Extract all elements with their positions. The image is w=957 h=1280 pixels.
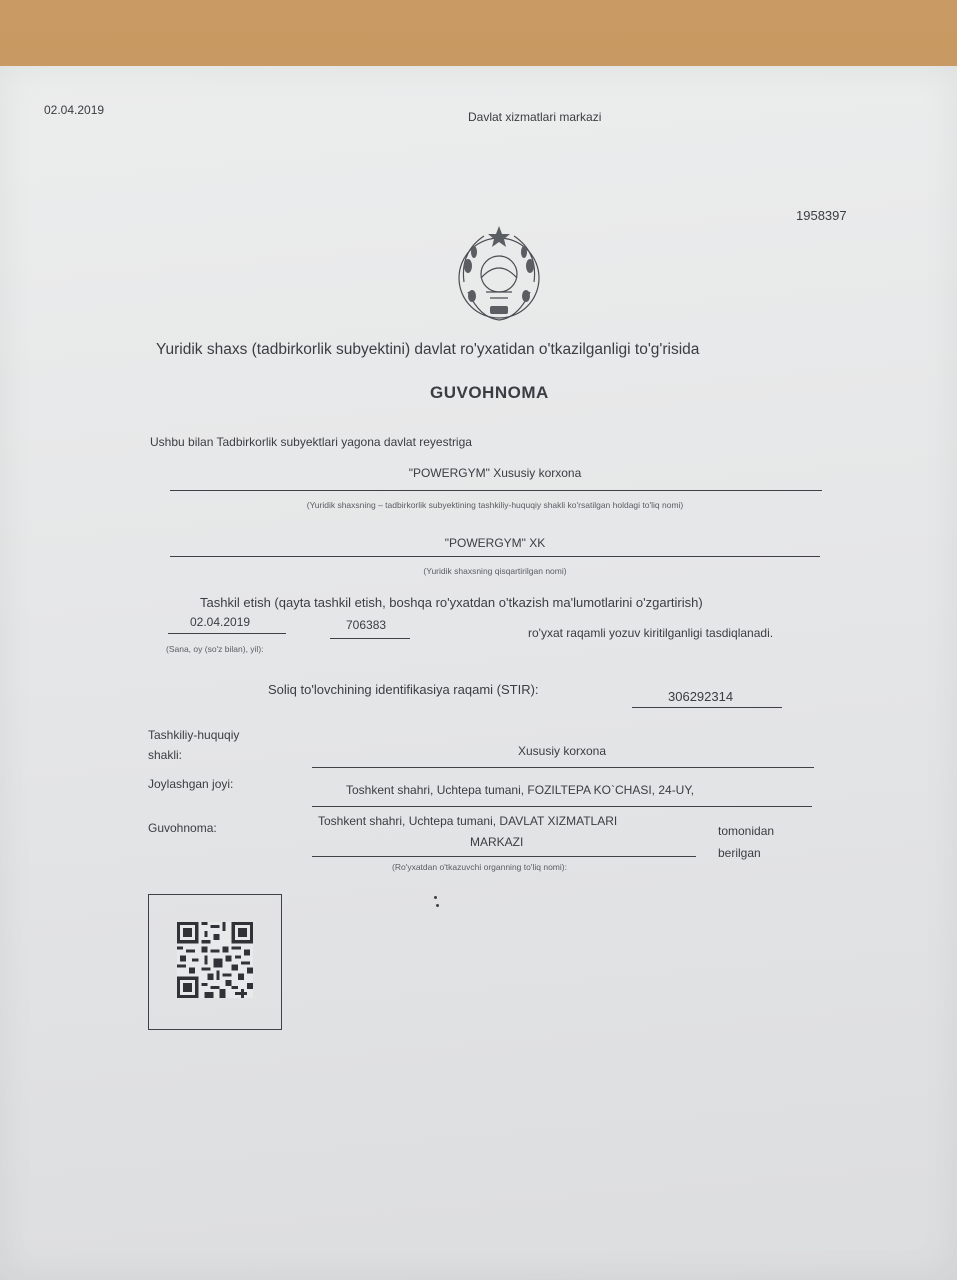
issuer-line-2: MARKAZI	[470, 835, 524, 849]
short-name-caption: (Yuridik shaxsning qisqartirilgan nomi)	[423, 566, 567, 576]
issued-by-text-1: tomonidan	[718, 824, 775, 838]
ink-mark	[436, 904, 439, 907]
header-date: 02.04.2019	[44, 103, 105, 117]
full-name-value: "POWERGYM" Xususiy korxona	[408, 466, 582, 480]
uzbekistan-coat-of-arms-icon	[446, 222, 552, 328]
certificate-title: GUVOHNOMA	[430, 383, 549, 402]
registration-confirm-text: ro'yxat raqamli yozuv kiritilganligi tasdiqlanadi.	[528, 626, 774, 640]
stir-label: Soliq to'lovchining identifikasiya raqami (STIR):	[268, 682, 539, 697]
full-name-caption: (Yuridik shaxsning – tadbirkorlik subyektining tashkiliy-huquqiy shakli ko'rsatilgan holdagi to'liq nomi)	[306, 500, 684, 510]
full-name-underline	[170, 490, 822, 491]
legal-form-label-1: Tashkiliy-huquqiy	[148, 728, 240, 742]
certificate-subtitle: Yuridik shaxs (tadbirkorlik subyektini) davlat ro'yxatidan o'tkazilganligi to'g'risida	[156, 341, 700, 358]
qr-code-icon	[177, 921, 253, 999]
issuer-underline	[312, 856, 696, 857]
intro-text: Ushbu bilan Tadbirkorlik subyektlari yagona davlat reyestriga	[150, 435, 472, 449]
location-underline	[312, 806, 812, 807]
legal-form-label-2: shakli:	[148, 748, 183, 762]
registration-date: 02.04.2019	[190, 615, 251, 629]
registration-number-underline	[330, 638, 410, 639]
short-name-underline	[170, 556, 820, 557]
legal-form-value: Xususiy korxona	[517, 744, 607, 758]
registration-action: Tashkil etish (qayta tashkil etish, boshqa ro'yxatdan o'tkazish ma'lumotlarini o'zgartirish)	[200, 595, 703, 610]
ink-mark	[434, 896, 437, 899]
issuer-line-1: Toshkent shahri, Uchtepa tumani, DAVLAT XIZMATLARI	[318, 814, 618, 828]
date-caption: (Sana, oy (so'z bilan), yil):	[166, 644, 264, 654]
document-number: 1958397	[796, 208, 847, 223]
issued-by-text-2: berilgan	[718, 846, 761, 860]
issuer-caption: (Ro'yxatdan o'tkazuvchi organning to'liq nomi):	[392, 862, 567, 872]
location-value: Toshkent shahri, Uchtepa tumani, FOZILTEPA KO`CHASI, 24-UY,	[346, 783, 695, 797]
location-label: Joylashgan joyi:	[148, 777, 234, 791]
registration-date-underline	[168, 633, 286, 634]
qr-code-frame	[148, 894, 282, 1030]
certificate-label: Guvohnoma:	[148, 821, 217, 835]
short-name-value: "POWERGYM" XK	[444, 536, 546, 550]
registration-number: 706383	[346, 618, 387, 632]
legal-form-underline	[312, 767, 814, 768]
stir-underline	[632, 707, 782, 708]
stir-value: 306292314	[668, 689, 734, 704]
issuing-center: Davlat xizmatlari markazi	[468, 110, 602, 124]
